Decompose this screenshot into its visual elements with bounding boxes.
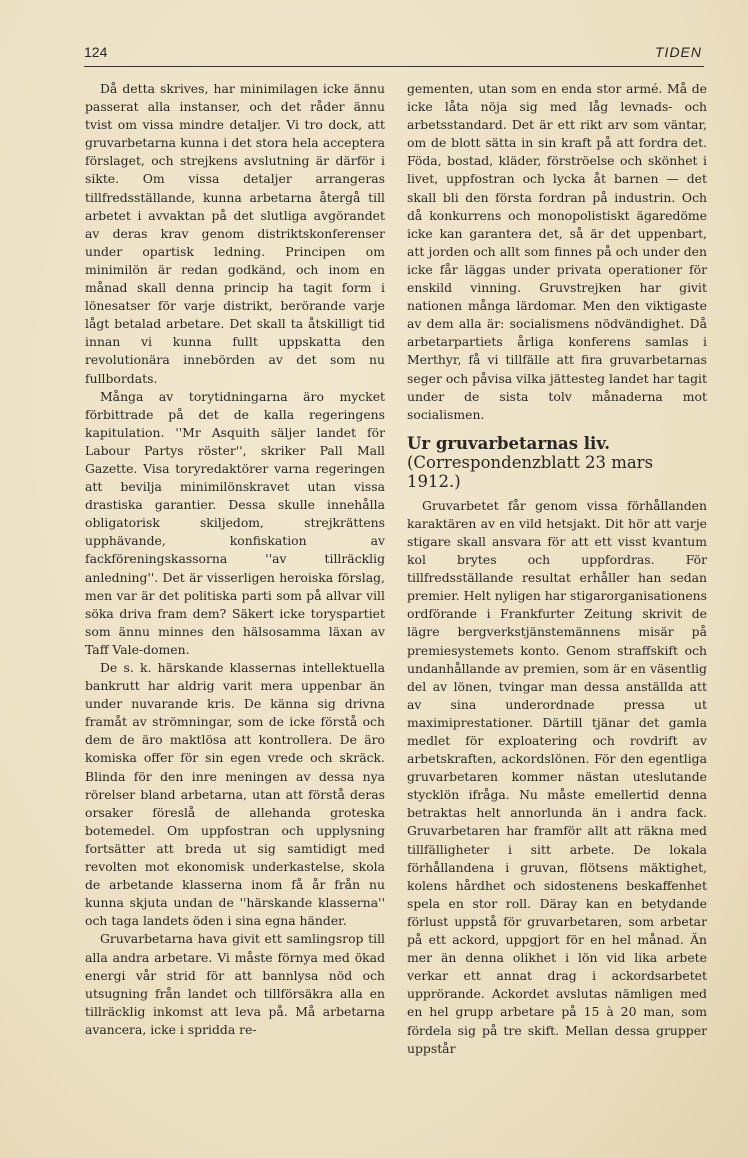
paragraph: Då detta skrives, har minimilagen icke ännu passerat alla instanser, och det råder ännu tvist om vissa mindre detaljer. Vi tro dock, att gruvarbetarna kunna i det stora hela acceptera förslaget, och strejkens avslutning är därför i sikte. Om vissa detaljer arrangeras tillfredsställande, kunna arbetarna återgå till arbetet i avvaktan på det slutliga avgörandet av deras krav genom distriktskonferenser under opartisk ledning. Principen om minimilön är redan godkänd, och inom en månad skall denna princip ha tagit form i lönesatser för varje distrikt, berörande varje lågt betalad arbetare. Det skall ta åtskilligt tid innan vi kunna fullt uppskatta den revolutionära innebörden av det som nu fullbordats. [85, 81, 385, 386]
paragraph: Gruvarbetet får genom vissa förhållanden karaktären av en vild hetsjakt. Dit hör att varje stigare skall ansvara för att ett visst kvantum kol brytes och uppfordras. För tillfredsställande resultat erhåller han sedan premier. Helt nyligen har stigarorganisationens ordförande i Frankfurter Zeitung skrivit de lägre bergverkstjänstemännens misär på premiesystemets konto. Genom straffskift och undanhållande av premien, som är en väsentlig del av lönen, tvingar man dessa anställda att av sina underordnade pressa ut maximiprestationer. Därtill tjänar det gamla medlet för exploatering och rovdrift av arbetskraften, ackordslönen. För den egentliga gruvarbetaren kommer nästan uteslutande stycklön ifråga. Nu måste emellertid denna betraktas helt annorlunda än i andra fack. Gruvarbetaren har framför allt att räkna med tillfälligheter i sitt arbete. De lokala förhållandena i gruvan, flötsens mäktighet, kolens hårdhet och sidostenens beskaffenhet spela en stor roll. Däray kan en betydande förlust uppstå för gruvarbetaren, som arbetar på ett ackord, uppgjort för en hel månad. Än mer än denna olikhet i lön vid lika arbete verkar ett annat drag i ackordsarbetet upprörande. Ackordet avslutas nämligen med en hel grupp arbetare på 15 à 20 man, som fördela sig på tre skift. Mellan dessa grupper uppstår [407, 497, 707, 1056]
article-title: Ur gruvarbetarnas liv. [407, 433, 610, 453]
paragraph: Gruvarbetarna hava givit ett samlingsrop till alla andra arbetare. Vi måste förnya med ökad energi vår strid för att bannlysa nöd och utsugning från landet och tillförsäkra alla en tillräcklig inkomst att leva på. Må arbetarna avancera, icke i spridda re- [85, 931, 385, 1037]
paragraph: De s. k. härskande klassernas intellektuella bankrutt har aldrig varit mera uppenbar än under nuvarande kris. De känna sig drivna framåt av strömningar, som de icke förstå och dem de äro maktlösa att kontrollera. De äro komiska offer för sin egen vrede och skräck. Blinda för den inre meningen av dessa nya rörelser bland arbetarna, utan att förstå deras orsaker föreslå de allehanda groteska botemedel. Om uppfostran och upplysning fortsätter att breda ut sig samtidigt med revolten mot ekonomisk underkastelse, skola de arbetande klasserna inom få år från nu kunna skjuta undan de ''härskande klasserna'' och taga landets öden i sina egna händer. [85, 660, 385, 929]
left-column [85, 80, 385, 1039]
journal-title: TIDEN [655, 44, 702, 60]
article-heading [407, 434, 707, 491]
right-column [407, 80, 707, 1058]
paragraph: Många av torytidningarna äro mycket förbittrade på det de kalla regeringens kapitulation. ''Mr Asquith säljer landet för Labour Partys röster'', skriker Pall Mall Gazette. Visa toryredaktörer varna regeringen att bevilja minimilönskravet utan vissa drastiska garantier. Dessa skulle innehålla obligatorisk skiljedom, strejkrättens upphävande, konfiskation av fackföreningskassorna ''av tillräcklig anledning''. Det är visserligen heroiska förslag, men var är det politiska parti som på allvar vill söka driva fram dem? Säkert icke toryspartiet som ännu minnes den hälsosamma läxan av Taff Vale-domen. [85, 388, 385, 657]
page-header [84, 42, 704, 67]
page-number: 124 [84, 44, 108, 60]
paragraph: gementen, utan som en enda stor armé. Må de icke låta nöja sig med låg levnads- och arbetsstandard. Det är ett rikt arv som väntar, om de blott sätta in sin kraft på att fordra det. Föda, bostad, kläder, förströelse och skönhet i livet, uppfostran och lycka åt barnen — det skall bli den första fordran på industrin. Och då konkurrens och monopolistiskt ägaredöme icke kan garantera det, så är det uppenbart, att jorden och allt som finnes på och under den icke får läggas under privata operationer för enskild vinning. Gruvstrejken har givit nationen många lärdomar. Men den viktigaste av dem alla är: socialismens nödvändighet. Då arbetarpartiets årliga konferens samlas i Merthyr, få vi tillfälle att fira gruvarbetarnas seger och påvisa vilka jättesteg landet har tagit under de sista tolv månaderna mot socialismen. [407, 81, 707, 422]
article-source: (Correspondenzblatt 23 mars 1912.) [407, 452, 654, 491]
